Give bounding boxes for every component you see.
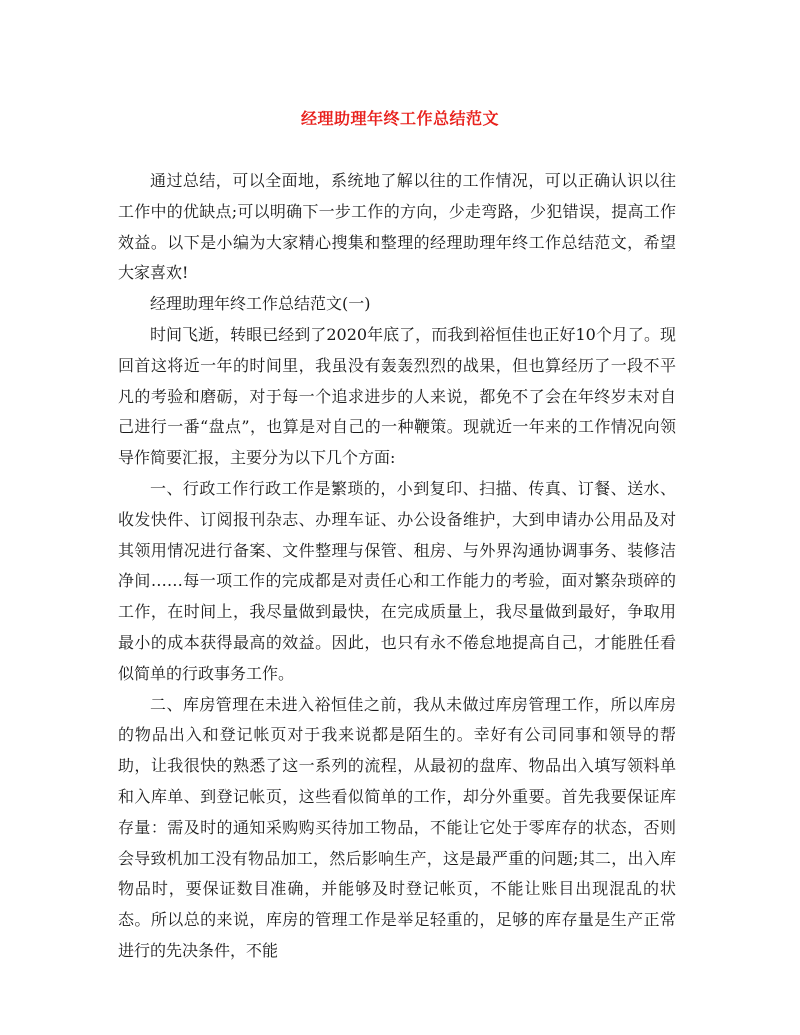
section-heading: 经理助理年终工作总结范文(一): [150, 294, 371, 314]
document-body: [118, 166, 676, 967]
paragraph-intro: 通过总结，可以全面地，系统地了解以往的工作情况，可以正确认识以往工作中的优缺点;可以明确下一步工作的方向，少走弯路，少犯错误，提高工作效益。以下是小编为大家精心搜集和整理的经理助理年终工作总结范文，希望大家喜欢!: [118, 171, 676, 283]
paragraph-admin-work: 一、行政工作行政工作是繁琐的，小到复印、扫描、传真、订餐、送水、收发快件、订阅报刊杂志、办理车证、办公设备维护，大到申请办公用品及对其领用情况进行备案、文件整理与保管、租房、与外界沟通协调事务、装修洁净间……每一项工作的完成都是对责任心和工作能力的考验，面对繁杂琐碎的工作，在时间上，我尽量做到最快，在完成质量上，我尽量做到最好，争取用最小的成本获得最高的效益。因此，也只有永不倦怠地提高自己，才能胜任看似简单的行政事务工作。: [118, 478, 676, 683]
paragraph-warehouse: 二、库房管理在未进入裕恒佳之前，我从未做过库房管理工作，所以库房的物品出入和登记帐页对于我来说都是陌生的。幸好有公司同事和领导的帮助，让我很快的熟悉了这一系列的流程，从最初的盘库、物品出入填写领料单和入库单、到登记帐页，这些看似简单的工作，却分外重要。首先我要保证库存量：需及时的通知采购购买待加工物品，不能让它处于零库存的状态，否则会导致机加工没有物品加工，然后影响生产，这是最严重的问题;其二，出入库物品时，要保证数目准确，并能够及时登记帐页，不能让账目出现混乱的状态。所以总的来说，库房的管理工作是举足轻重的，足够的库存量是生产正常进行的先决条件，不能: [118, 694, 676, 960]
paragraph-opening: 时间飞逝，转眼已经到了2020年底了，而我到裕恒佳也正好10个月了。现回首这将近一年的时间里，我虽没有轰轰烈烈的战果，但也算经历了一段不平凡的考验和磨砺，对于每一个追求进步的人来说，都免不了会在年终岁末对自己进行一番“盘点”，也算是对自己的一种鞭策。现就近一年来的工作情况向领导作简要汇报，主要分为以下几个方面:: [118, 324, 676, 468]
document-title: 经理助理年终工作总结范文: [300, 109, 499, 128]
